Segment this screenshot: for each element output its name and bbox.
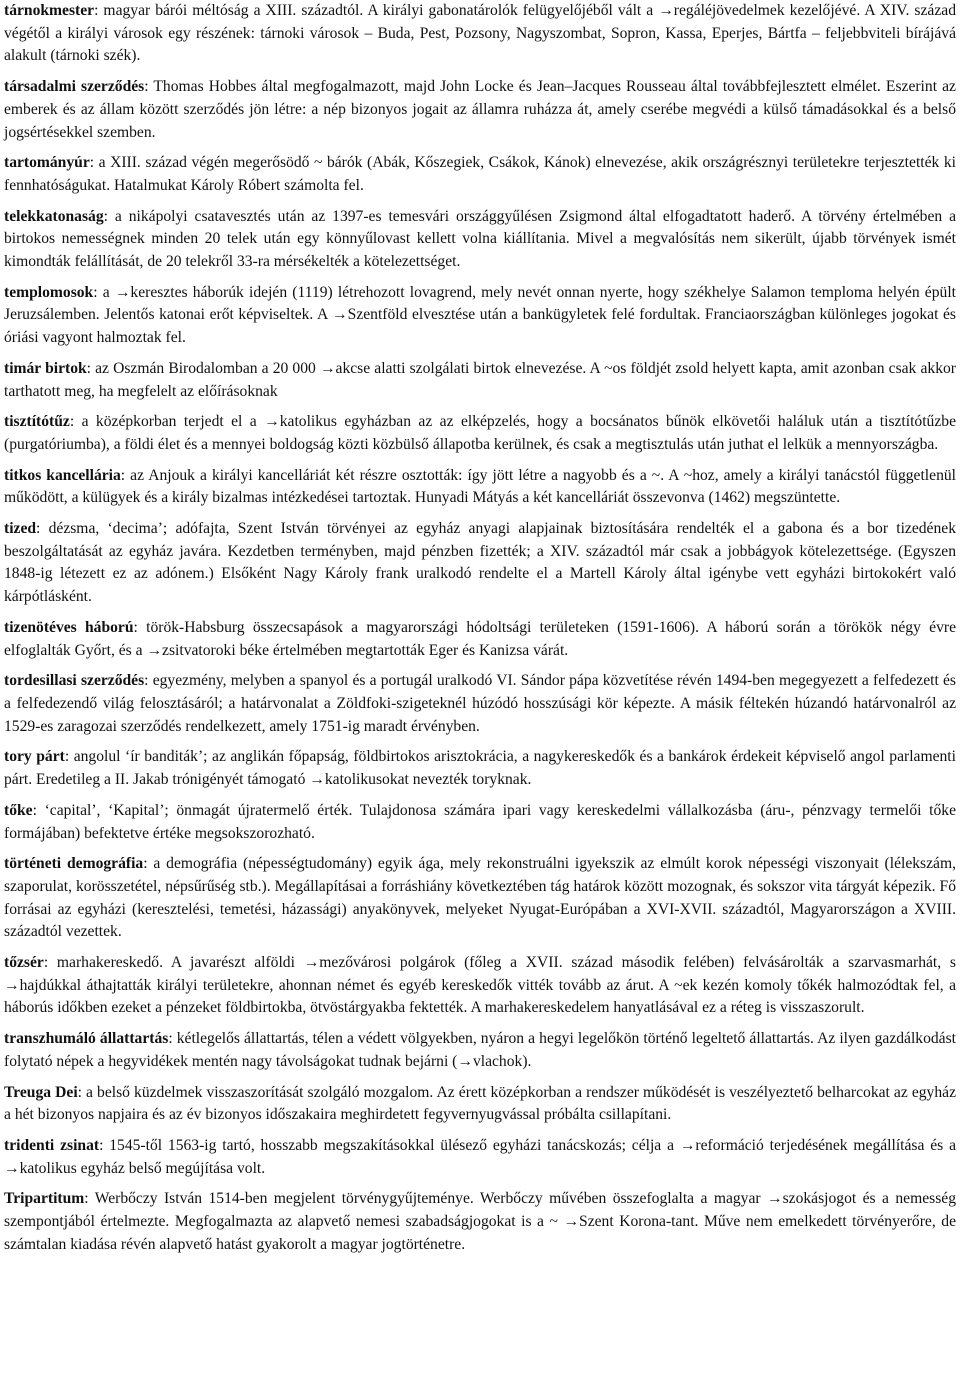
entry-term: tridenti zsinat <box>4 1136 100 1154</box>
entry-definition: : török-Habsburg összecsapások a magyarországi hódoltsági területeken (1591-1606). A háború során a törökök négy évre elfoglalták Győrt, és a →zsitvatoroki béke értelmében megtartották Eger és Kanizsa várát. <box>4 618 956 659</box>
entry-term: tordesillasi szerződés <box>4 672 145 690</box>
entry-term: transzhumáló állattartás <box>4 1030 169 1048</box>
entry-term: tizenötéves háború <box>4 618 134 636</box>
glossary-entry <box>4 1082 956 1127</box>
glossary-entry <box>4 465 956 510</box>
entry-term: timár birtok <box>4 359 87 377</box>
entry-definition: : a →keresztes háborúk idején (1119) létrehozott lovagrend, mely nevét onnan nyerte, hogy székhelye Salamon temploma helyén épült Jeruzsálemben. Jelentős katonai erőt képviseltek. A →Szentföld elvesztése után a bankügyletek felé fordultak. Franciaországban különleges jogokat és óriási vagyont halmoztak fel. <box>4 283 956 347</box>
entry-definition: : angolul ‘ír banditák’; az anglikán főpapság, földbirtokos arisztokrácia, a nagykereskedők és a bankárok érdekeit képviselő angol parlamenti párt. Eredetileg a II. Jakab trónigényét támogató →katolikusokat nevezték toryknak. <box>4 748 956 789</box>
glossary-entry <box>4 800 956 845</box>
glossary-entry <box>4 282 956 350</box>
entry-definition: : a demográfia (népességtudomány) egyik ága, mely rekonstruálni igyekszik az elmúlt korok népességi viszonyait (lélekszám, szaporulat, korösszetétel, népsűrűség stb.). Megállapításai a forráshiány következtében tág határok között mozognak, és sokszor vita tárgyát képezik. Fő forrásai az egyházi (keresztelési, temetési, házassági) anyakönyvek, melyeket Nyugat-Európában a XVI-XVII. századtól, Magyarországon a XVIII. századtól vezettek. <box>4 855 956 941</box>
glossary-entry <box>4 670 956 738</box>
entry-definition: : ‘capital’, ‘Kapital’; önmagát újratermelő érték. Tulajdonosa számára ipari vagy kereskedelmi vállalkozásba (áru-, pénzvagy termelői tőke formájában) befektetve értéke megsokszorozható. <box>4 801 956 842</box>
entry-term: tized <box>4 520 37 538</box>
entry-term: Tripartitum <box>4 1190 85 1208</box>
glossary-entry <box>4 1188 956 1256</box>
entry-term: történeti demográfia <box>4 855 144 873</box>
entry-definition: : a nikápolyi csatavesztés után az 1397-es temesvári országgyűlésen Zsigmond által elfogadtatott haderő. A törvény értelmében a birtokos nemességnek minden 20 telek után egy könnyűlovast kellett volna kiállítania. Mivel a megvalósítás nem sikerült, újabb törvények ismét kimondták felállítását, de 20 telekről 33-ra mérsékelték a kötelezettséget. <box>4 207 956 271</box>
glossary-entry <box>4 0 956 68</box>
glossary-entry <box>4 746 956 791</box>
entry-term: tőzsér <box>4 954 44 972</box>
entry-definition: : az Oszmán Birodalomban a 20 000 →akcse alatti szolgálati birtok elnevezése. A ~os földjét zsold helyett kapta, amit azonban csak akkor tarthatott meg, ha megfelelt az előírásoknak <box>4 359 956 400</box>
glossary-entry <box>4 952 956 1020</box>
entry-definition: : 1545-től 1563-ig tartó, hosszabb megszakításokkal ülésező egyházi tanácskozás; célja a →reformáció terjedésének megállítása és a →katolikus egyház belső megújítása volt. <box>4 1136 956 1177</box>
entry-term: tory párt <box>4 748 65 766</box>
entry-term: templomosok <box>4 283 94 301</box>
glossary-entry <box>4 1028 956 1073</box>
entry-definition: : Werbőczy István 1514-ben megjelent törvénygyűjteménye. Werbőczy művében összefoglalta a magyar →szokásjogot és a nemesség szempontjából értelmezte. Megfogalmazta az alapvető nemesi szabadságjogokat is a ~ →Szent Korona-tant. Műve nem emelkedett törvényerőre, de számtalan kiadása révén alapvető hatást gyakorolt a magyar jogtörténetre. <box>4 1190 956 1253</box>
entry-term: Treuga Dei <box>4 1083 78 1101</box>
entry-definition: : dézsma, ‘decima’; adófajta, Szent István törvényei az egyház anyagi alapjainak biztosítására rendelték el a gabona és a bor tizedének beszolgáltatását az egyház javára. Kezdetben terményben, majd pénzben fizették; a XIV. századtól már csak a jobbágyok kötelezettsége. (Egyszen 1848-ig létezett ez az adónem.) Elsőként Nagy Károly frank uralkodó rendelte el a Martell Károly által igénybe vett egyházi birtokokért való kárpótlásként. <box>4 520 956 606</box>
entry-definition: : az Anjouk a királyi kancelláriát két részre osztották: így jött létre a nagyobb és a ~. A ~hoz, amely a királyi tanácstól függetlenül működött, a külügyek és a király bizalmas intézkedései tartoztak. Hunyadi Mátyás a két kancelláriát összevonva (1462) megszüntette. <box>4 466 956 507</box>
entry-term: tisztítótűz <box>4 413 70 431</box>
entry-definition: : egyezmény, melyben a spanyol és a portugál uralkodó VI. Sándor pápa közvetítése révén 1494-ben megegyezett a felfedezett és a felfedezendő világ felosztásáról; a határvonalat a Zöldfoki-szigeteknél húzódó hosszúsági kör képezte. A másik féltekén húzandó határvonalról az 1529-es zaragozai szerződés rendelkezett, amely 1751-ig maradt érvényben. <box>4 672 956 735</box>
glossary-entry <box>4 358 956 403</box>
entry-term: tartományúr <box>4 154 90 172</box>
glossary-entry <box>4 518 956 609</box>
glossary-entry <box>4 76 956 144</box>
glossary-entry <box>4 617 956 662</box>
entry-definition: : Thomas Hobbes által megfogalmazott, majd John Locke és Jean–Jacques Rousseau által továbbfejlesztett elmélet. Eszerint az emberek és az állam között szerződés jön létre: a nép bizonyos jogait az államra ruházza át, amely cserébe megvédi a külső támadásokkal és a belső jogsértésekkel szemben. <box>4 78 956 141</box>
glossary-entry <box>4 206 956 274</box>
entry-term: tárnokmester <box>4 2 95 19</box>
entry-definition: : a belső küzdelmek visszaszorítását szolgáló mozgalom. Az érett középkorban a rendszer működését is veszélyeztető belharcokat az egyház a hét bizonyos napjaira és az év bizonyos időszakaira meghirdetett fegyvernyugvással próbálta csillapítani. <box>4 1083 956 1124</box>
entry-definition: : a középkorban terjedt el a →katolikus egyházban az az elképzelés, hogy a bocsánatos bűnök elkövetői haláluk után a tisztítótűzbe (purgatóriumba), a földi élet és a mennyei boldogság közti közbülső állapotba kerülnek, és csak a megtisztulás után juthat el lelkük a mennyországba. <box>4 413 956 453</box>
glossary-entry <box>4 853 956 944</box>
entry-definition: : magyar bárói méltóság a XIII. századtól. A királyi gabonatárolók felügyelőjéből vált a →regáléjövedelmek kezelőjévé. A XIV. század végétől a királyi városok egy részének: tárnoki városok – Buda, Pest, Pozsony, Nagyszombat, Sopron, Kassa, Eperjes, Bártfa – feljebbviteli bírájává alakult (tárnoki szék). <box>4 2 956 65</box>
entry-definition: : marhakereskedő. A javarészt alföldi →mezővárosi polgárok (főleg a XVII. század második felében) felvásárolták a szarvasmarhát, s →hajdúkkal áthajtatták királyi területekre, ahonnan német és egyéb kereskedők vitték tovább az árut. A ~ek kezén komoly tőkék halmozódtak fel, a háborús időkben ezeket a pénzeket földbirtokba, ötvöstárgyakba fektették. A marhakereskedelem hanyatlásával ez a réteg is visszaszorult. <box>4 954 956 1017</box>
glossary-entry <box>4 411 956 456</box>
glossary-entry <box>4 1135 956 1180</box>
glossary-entry <box>4 152 956 197</box>
entry-term: titkos kancellária <box>4 466 121 484</box>
entry-definition: : kétlegelős állattartás, télen a védett völgyekben, nyáron a hegyi legelőkön történő legeltető állattartás. Az ilyen gazdálkodást folytató népek a hegyvidékek mentén nagy távolságokat tudnak bejárni (→vlachok). <box>4 1030 957 1070</box>
entry-term: tőke <box>4 801 33 819</box>
entry-term: társadalmi szerződés <box>4 78 145 96</box>
entry-definition: : a XIII. század végén megerősödő ~ bárók (Abák, Kőszegiek, Csákok, Kánok) elnevezése, akik országrésznyi területekre terjesztették ki fennhatóságukat. Hatalmukat Károly Róbert számolta fel. <box>4 154 956 194</box>
entry-term: telekkatonaság <box>4 207 104 225</box>
